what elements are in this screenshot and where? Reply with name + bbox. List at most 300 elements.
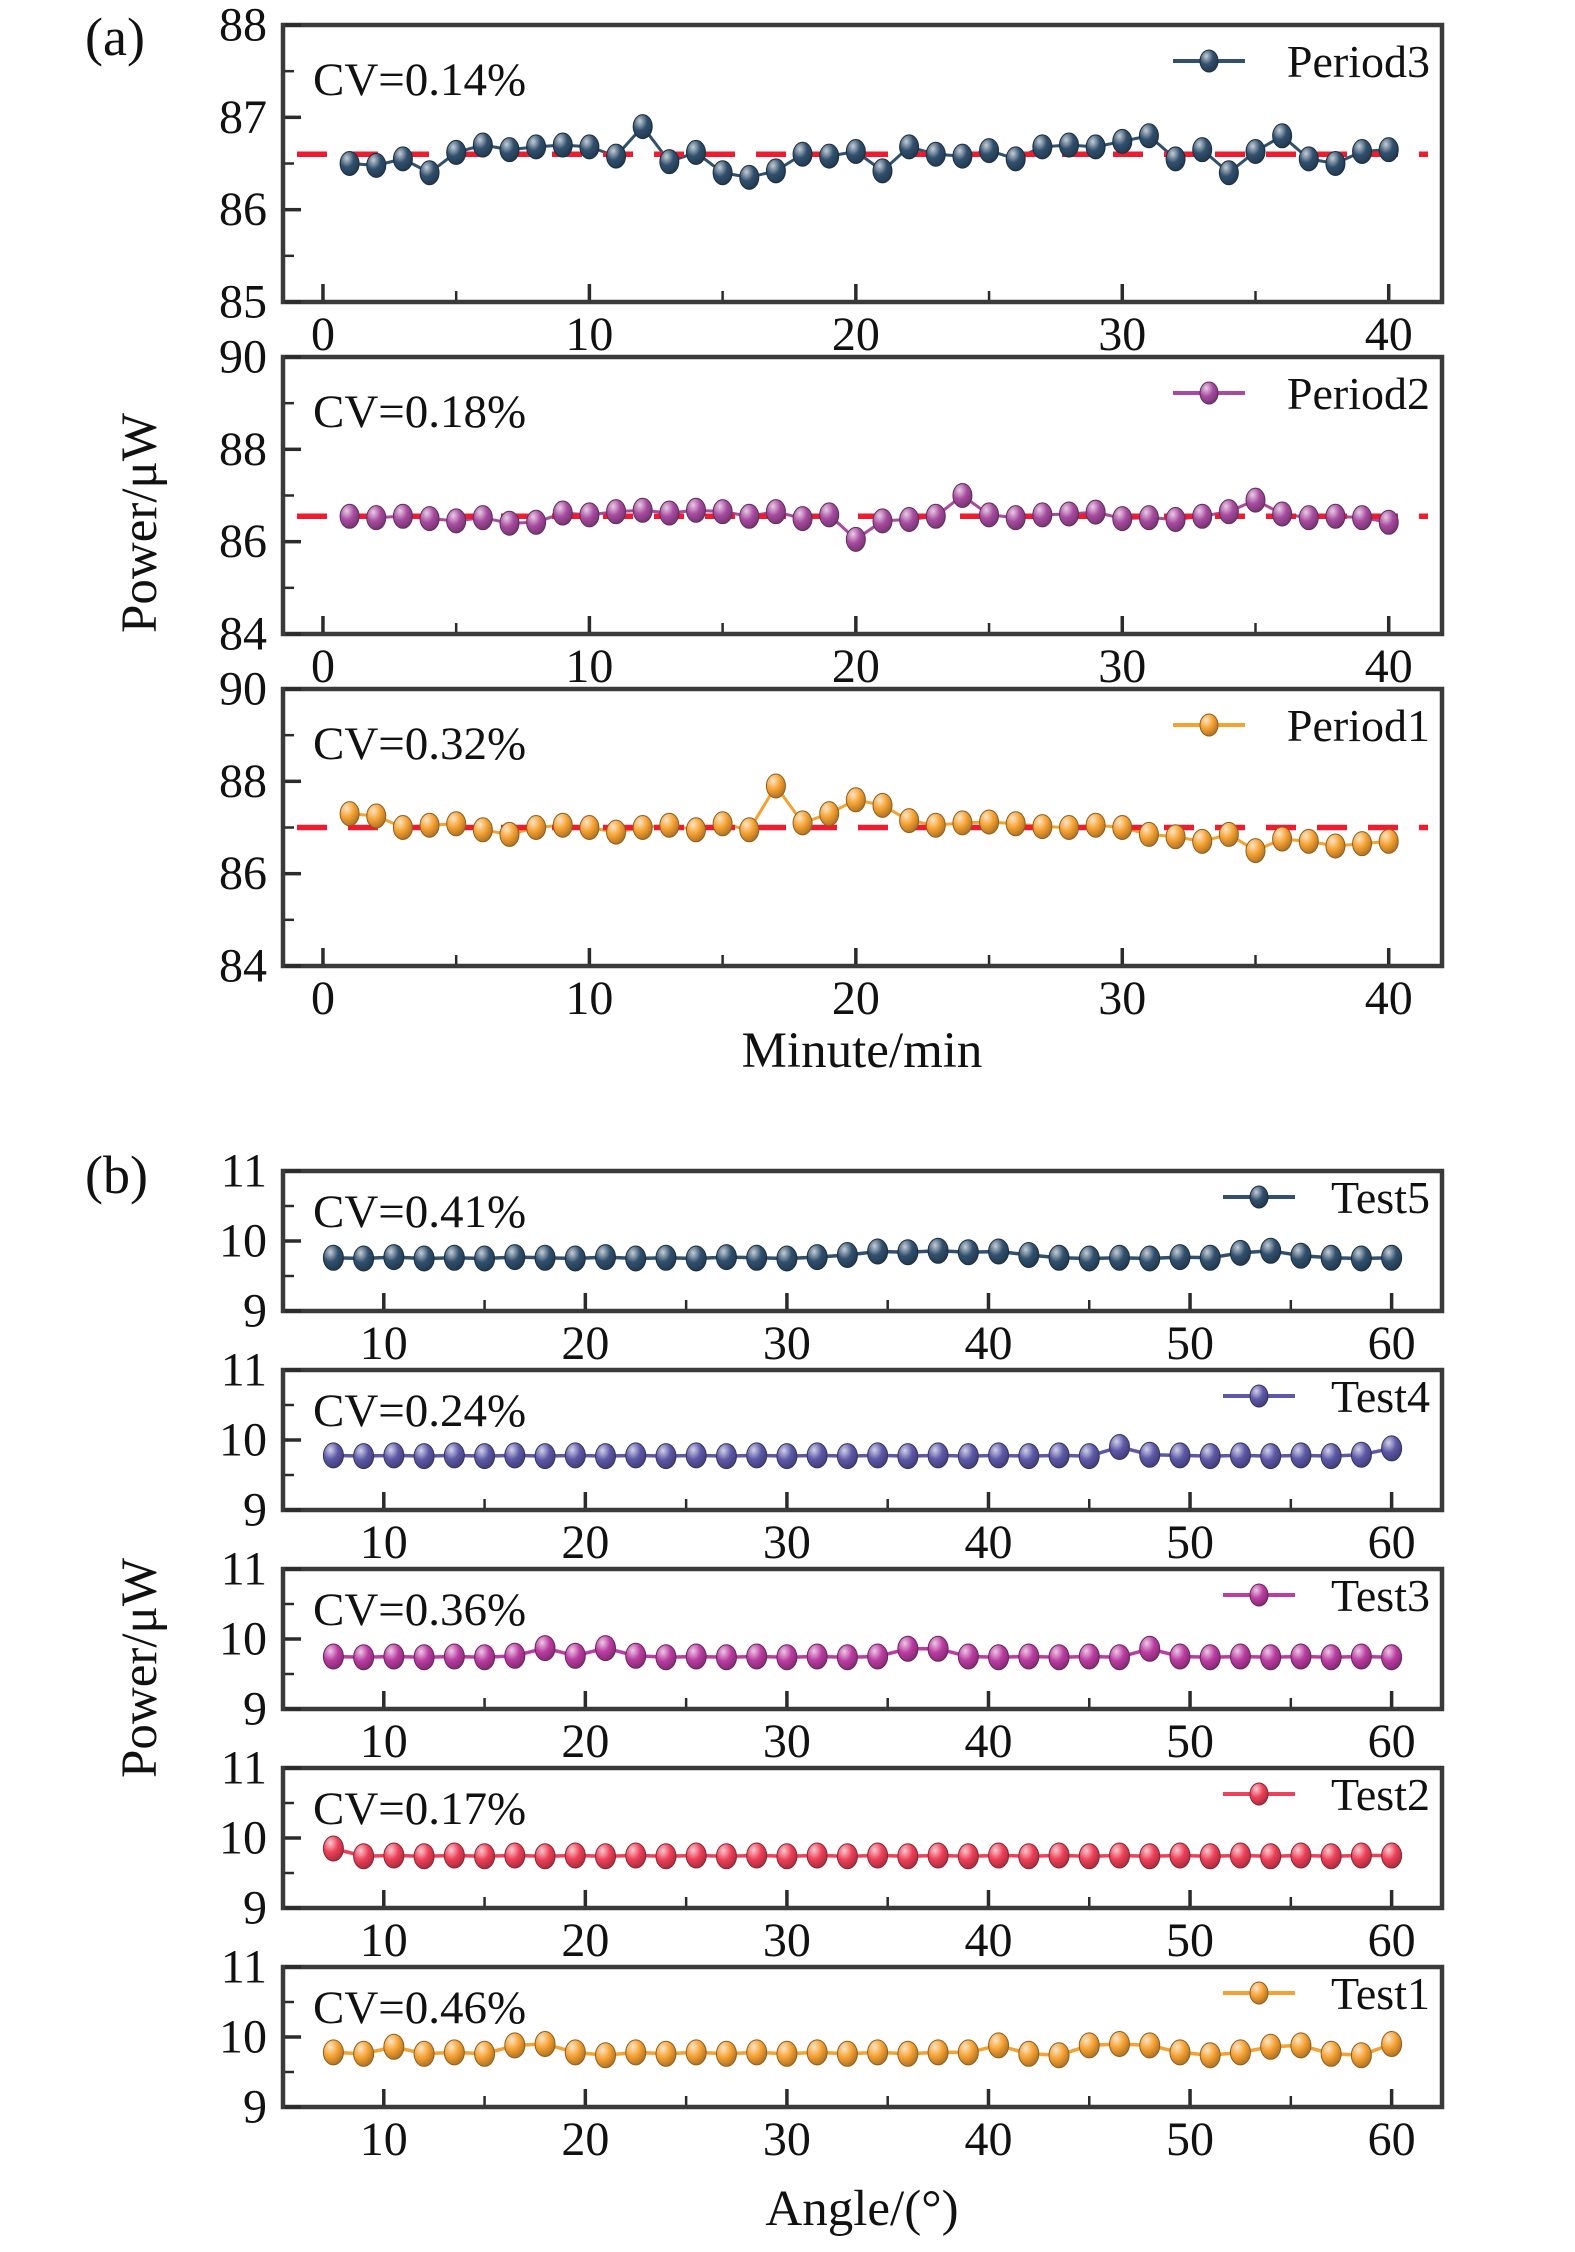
- data-point-marker: [505, 1843, 525, 1868]
- data-point-marker: [1261, 1645, 1281, 1670]
- data-point-marker: [1246, 839, 1265, 863]
- data-point-marker: [1200, 2043, 1220, 2068]
- data-point-marker: [747, 1843, 767, 1868]
- data-point-marker: [565, 2040, 585, 2065]
- x-tick-label: 60: [1367, 1516, 1416, 1569]
- data-point-marker: [1353, 832, 1372, 856]
- data-point-marker: [447, 509, 466, 533]
- data-point-marker: [414, 2041, 434, 2066]
- data-point-marker: [354, 1844, 374, 1869]
- data-point-marker: [1291, 1644, 1311, 1669]
- x-tick-label: 30: [1098, 640, 1147, 693]
- x-tick-label: 10: [359, 1715, 408, 1768]
- data-point-marker: [565, 1643, 585, 1668]
- x-tick-label: 20: [561, 1317, 610, 1370]
- data-point-marker: [807, 1443, 827, 1468]
- data-point-marker: [868, 1239, 888, 1264]
- legend-marker: [1250, 1584, 1268, 1606]
- legend-marker: [1200, 382, 1218, 404]
- x-tick-label: 60: [1367, 1715, 1416, 1768]
- data-point-marker: [777, 1844, 797, 1869]
- x-tick-label: 30: [1098, 308, 1147, 361]
- data-point-marker: [1170, 1245, 1190, 1270]
- data-point-marker: [1273, 827, 1292, 851]
- data-point-marker: [766, 774, 785, 798]
- data-point-marker: [1326, 834, 1345, 858]
- data-point-marker: [1379, 510, 1398, 534]
- data-point-marker: [1382, 1436, 1402, 1461]
- data-point-marker: [1109, 1245, 1129, 1270]
- legend: [1173, 36, 1430, 87]
- data-point-marker: [596, 2043, 616, 2068]
- y-tick-label: 9: [243, 2080, 267, 2134]
- legend: [1173, 368, 1430, 419]
- data-point-marker: [989, 1443, 1009, 1468]
- y-tick-labels: [219, 0, 267, 329]
- x-tick-label: 20: [831, 972, 880, 1025]
- data-point-marker: [686, 140, 705, 164]
- data-point-marker: [837, 1243, 857, 1268]
- data-point-marker: [444, 1245, 464, 1270]
- x-tick-labels: [311, 972, 1413, 1025]
- data-point-marker: [716, 2041, 736, 2066]
- data-point-marker: [1079, 1844, 1099, 1869]
- legend-label: Test4: [1331, 1371, 1430, 1422]
- data-point-marker: [837, 1444, 857, 1469]
- data-point-marker: [1291, 1243, 1311, 1268]
- data-point-marker: [900, 809, 919, 833]
- x-tick-label: 10: [565, 640, 614, 693]
- data-point-marker: [505, 1443, 525, 1468]
- y-tick-labels: [219, 1344, 267, 1537]
- data-point-marker: [607, 144, 626, 168]
- y-tick-label: 87: [219, 90, 267, 144]
- data-point-marker: [1291, 1443, 1311, 1468]
- x-tick-label: 10: [359, 1317, 408, 1370]
- data-point-marker: [1291, 2033, 1311, 2058]
- data-point-marker: [580, 135, 599, 159]
- data-point-marker: [475, 1246, 495, 1271]
- legend-marker: [1250, 1186, 1268, 1208]
- data-point-marker: [1113, 816, 1132, 840]
- x-tick-label: 20: [831, 308, 880, 361]
- data-point-marker: [527, 816, 546, 840]
- x-tick-label: 10: [565, 308, 614, 361]
- data-point-marker: [1109, 1843, 1129, 1868]
- y-tick-label: 86: [219, 515, 267, 569]
- data-point-marker: [926, 504, 945, 528]
- data-point-marker: [807, 1644, 827, 1669]
- data-point-marker: [1019, 2041, 1039, 2066]
- data-point-marker: [527, 135, 546, 159]
- cv-annotation: CV=0.36%: [313, 1584, 527, 1636]
- data-point-marker: [1139, 506, 1158, 530]
- data-point-marker: [1382, 1645, 1402, 1670]
- legend-marker: [1250, 1783, 1268, 1805]
- data-point-marker: [473, 818, 492, 842]
- data-point-marker: [928, 1238, 948, 1263]
- data-point-marker: [1299, 147, 1318, 171]
- x-tick-label: 10: [359, 2113, 408, 2166]
- x-tick-label: 60: [1367, 1317, 1416, 1370]
- data-point-marker: [1006, 147, 1025, 171]
- data-point-marker: [384, 1245, 404, 1270]
- data-point-marker: [1321, 1245, 1341, 1270]
- data-point-marker: [323, 1443, 343, 1468]
- data-point-marker: [1140, 1636, 1160, 1661]
- data-point-marker: [1109, 1645, 1129, 1670]
- legend-label: Period2: [1286, 368, 1430, 419]
- data-point-marker: [1170, 2040, 1190, 2065]
- data-point-marker: [958, 1444, 978, 1469]
- x-tick-label: 20: [561, 2113, 610, 2166]
- data-point-marker: [393, 816, 412, 840]
- data-point-marker: [1230, 1644, 1250, 1669]
- data-point-marker: [340, 504, 359, 528]
- y-tick-label: 11: [220, 1343, 267, 1397]
- data-point-marker: [900, 508, 919, 532]
- data-point-marker: [1273, 502, 1292, 526]
- x-tick-label: 40: [1364, 308, 1413, 361]
- data-point-marker: [1353, 506, 1372, 530]
- series-markers: [323, 1435, 1401, 1469]
- series-markers: [323, 1836, 1401, 1869]
- data-point-marker: [1230, 1843, 1250, 1868]
- data-point-marker: [1049, 2043, 1069, 2068]
- data-point-marker: [1351, 1644, 1371, 1669]
- legend-label: Test5: [1331, 1172, 1430, 1223]
- y-tick-label: 90: [219, 330, 267, 384]
- data-point-marker: [384, 1843, 404, 1868]
- data-point-marker: [384, 1644, 404, 1669]
- data-point-marker: [1086, 500, 1105, 524]
- panel-a-y-axis-title: Power/μW: [112, 413, 168, 633]
- data-point-marker: [633, 115, 652, 139]
- data-point-marker: [1379, 829, 1398, 853]
- data-point-marker: [1299, 506, 1318, 530]
- data-point-marker: [1273, 124, 1292, 148]
- series-markers: [323, 1636, 1401, 1670]
- y-tick-label: 11: [220, 1144, 267, 1198]
- data-point-marker: [820, 802, 839, 826]
- data-point-marker: [475, 1645, 495, 1670]
- data-point-marker: [447, 812, 466, 836]
- legend-marker: [1250, 1982, 1268, 2004]
- legend: [1223, 1968, 1430, 2019]
- data-point-marker: [898, 1636, 918, 1661]
- data-point-marker: [367, 506, 386, 530]
- x-tick-label: 50: [1166, 1516, 1215, 1569]
- legend-label: Period1: [1286, 700, 1430, 751]
- panel-b-x-axis-title: Angle/(°): [765, 2181, 959, 2237]
- data-point-marker: [580, 503, 599, 527]
- data-point-marker: [898, 1240, 918, 1265]
- data-point-marker: [535, 1844, 555, 1869]
- data-point-marker: [1019, 1844, 1039, 1869]
- x-tick-label: 60: [1367, 2113, 1416, 2166]
- legend-marker: [1250, 1385, 1268, 1407]
- data-point-marker: [1170, 1644, 1190, 1669]
- x-tick-label: 20: [561, 1914, 610, 1967]
- data-point-marker: [793, 507, 812, 531]
- x-tick-label: 40: [964, 1715, 1013, 1768]
- y-tick-label: 86: [219, 183, 267, 237]
- data-point-marker: [535, 1245, 555, 1270]
- data-point-marker: [898, 1444, 918, 1469]
- data-point-marker: [1113, 507, 1132, 531]
- data-point-marker: [686, 1246, 706, 1271]
- data-point-marker: [1230, 1240, 1250, 1265]
- data-point-marker: [414, 1844, 434, 1869]
- y-tick-labels: [219, 331, 267, 661]
- data-point-marker: [414, 1444, 434, 1469]
- y-tick-labels: [219, 663, 267, 993]
- data-point-marker: [716, 1444, 736, 1469]
- data-point-marker: [713, 500, 732, 524]
- data-point-marker: [820, 503, 839, 527]
- data-point-marker: [660, 501, 679, 525]
- y-tick-label: 11: [220, 1542, 267, 1596]
- data-point-marker: [1326, 504, 1345, 528]
- x-tick-label: 40: [964, 1914, 1013, 1967]
- x-tick-label: 20: [561, 1715, 610, 1768]
- data-point-marker: [1059, 816, 1078, 840]
- data-point-marker: [868, 2040, 888, 2065]
- data-point-marker: [928, 1636, 948, 1661]
- data-point-marker: [740, 504, 759, 528]
- data-point-marker: [1109, 1435, 1129, 1460]
- data-point-marker: [1049, 1245, 1069, 1270]
- data-point-marker: [928, 2040, 948, 2065]
- data-point-marker: [1006, 812, 1025, 836]
- data-point-marker: [716, 1844, 736, 1869]
- data-point-marker: [447, 140, 466, 164]
- panel-a-x-axis-title: Minute/min: [741, 1023, 983, 1079]
- cv-annotation: CV=0.18%: [313, 386, 527, 438]
- data-point-marker: [898, 1844, 918, 1869]
- data-point-marker: [444, 1843, 464, 1868]
- legend-marker: [1200, 714, 1218, 736]
- data-point-marker: [535, 1444, 555, 1469]
- data-point-marker: [873, 793, 892, 817]
- data-point-marker: [1261, 1444, 1281, 1469]
- y-tick-label: 10: [219, 1612, 267, 1666]
- data-point-marker: [500, 138, 519, 162]
- y-tick-label: 9: [243, 1881, 267, 1935]
- data-point-marker: [1219, 500, 1238, 524]
- data-point-marker: [505, 1643, 525, 1668]
- data-point-marker: [777, 2041, 797, 2066]
- y-tick-label: 9: [243, 1284, 267, 1338]
- data-point-marker: [1200, 1444, 1220, 1469]
- legend: [1223, 1371, 1430, 1422]
- legend-label: Test1: [1331, 1968, 1430, 2019]
- data-point-marker: [535, 1636, 555, 1661]
- data-point-marker: [1230, 2040, 1250, 2065]
- x-tick-label: 30: [762, 1317, 811, 1370]
- data-point-marker: [1139, 124, 1158, 148]
- data-point-marker: [1261, 1844, 1281, 1869]
- data-point-marker: [766, 159, 785, 183]
- data-point-marker: [1166, 508, 1185, 532]
- x-tick-label: 30: [762, 1914, 811, 1967]
- data-point-marker: [1230, 1443, 1250, 1468]
- data-point-marker: [1382, 1843, 1402, 1868]
- data-point-marker: [1351, 1246, 1371, 1271]
- x-tick-label: 50: [1166, 2113, 1215, 2166]
- x-tick-label: 40: [964, 1317, 1013, 1370]
- data-point-marker: [980, 810, 999, 834]
- data-point-marker: [1086, 135, 1105, 159]
- data-point-marker: [626, 2040, 646, 2065]
- data-point-marker: [1321, 1444, 1341, 1469]
- data-point-marker: [656, 1645, 676, 1670]
- subplot-test1: [150, 1922, 1575, 2182]
- data-point-marker: [846, 788, 865, 812]
- x-tick-label: 50: [1166, 1914, 1215, 1967]
- data-point-marker: [1166, 825, 1185, 849]
- data-point-marker: [807, 1245, 827, 1270]
- data-point-marker: [1200, 1645, 1220, 1670]
- data-point-marker: [898, 2041, 918, 2066]
- data-point-marker: [793, 811, 812, 835]
- data-point-marker: [980, 503, 999, 527]
- data-point-marker: [1140, 1844, 1160, 1869]
- data-point-marker: [928, 1843, 948, 1868]
- y-tick-label: 10: [219, 1811, 267, 1865]
- data-point-marker: [1321, 1844, 1341, 1869]
- legend-label: Test2: [1331, 1769, 1430, 1820]
- y-tick-label: 11: [220, 1940, 267, 1994]
- data-point-marker: [686, 498, 705, 522]
- data-point-marker: [1219, 822, 1238, 846]
- data-point-marker: [1382, 2032, 1402, 2057]
- data-point-marker: [1079, 2033, 1099, 2058]
- data-point-marker: [1019, 1644, 1039, 1669]
- data-point-marker: [656, 1844, 676, 1869]
- data-point-marker: [1049, 1843, 1069, 1868]
- data-point-marker: [1049, 1645, 1069, 1670]
- data-point-marker: [740, 165, 759, 189]
- y-tick-labels: [219, 1742, 267, 1935]
- y-tick-labels: [219, 1941, 267, 2134]
- data-point-marker: [747, 1644, 767, 1669]
- data-point-marker: [747, 2040, 767, 2065]
- data-point-marker: [323, 2040, 343, 2065]
- legend-label: Test3: [1331, 1570, 1430, 1621]
- data-point-marker: [323, 1245, 343, 1270]
- data-point-marker: [958, 2040, 978, 2065]
- x-tick-label: 10: [359, 1914, 408, 1967]
- cv-annotation: CV=0.41%: [313, 1186, 527, 1238]
- data-point-marker: [633, 498, 652, 522]
- x-tick-label: 50: [1166, 1715, 1215, 1768]
- data-point-marker: [475, 1844, 495, 1869]
- y-tick-labels: [219, 1543, 267, 1736]
- data-point-marker: [958, 1844, 978, 1869]
- y-tick-labels: [219, 1145, 267, 1338]
- data-point-marker: [444, 2040, 464, 2065]
- data-point-marker: [1193, 829, 1212, 853]
- data-point-marker: [1140, 1246, 1160, 1271]
- data-point-marker: [596, 1636, 616, 1661]
- series-markers: [340, 774, 1398, 863]
- x-tick-label: 20: [831, 640, 880, 693]
- data-point-marker: [553, 501, 572, 525]
- series-markers: [323, 2032, 1401, 2068]
- data-point-marker: [846, 527, 865, 551]
- data-point-marker: [1382, 1245, 1402, 1270]
- data-point-marker: [1033, 135, 1052, 159]
- y-tick-label: 9: [243, 1682, 267, 1736]
- data-point-marker: [1113, 129, 1132, 153]
- data-point-marker: [596, 1444, 616, 1469]
- data-point-marker: [420, 813, 439, 837]
- data-point-marker: [660, 150, 679, 174]
- data-point-marker: [535, 2032, 555, 2057]
- data-point-marker: [1170, 1843, 1190, 1868]
- data-point-marker: [565, 1843, 585, 1868]
- data-point-marker: [633, 816, 652, 840]
- data-point-marker: [1351, 2043, 1371, 2068]
- x-tick-label: 30: [762, 1715, 811, 1768]
- y-tick-label: 9: [243, 1483, 267, 1537]
- x-tick-label: 0: [310, 640, 335, 693]
- data-point-marker: [626, 1643, 646, 1668]
- data-point-marker: [444, 1443, 464, 1468]
- y-tick-label: 88: [219, 754, 267, 808]
- data-point-marker: [1059, 133, 1078, 157]
- data-point-marker: [686, 818, 705, 842]
- x-tick-label: 40: [1364, 640, 1413, 693]
- data-point-marker: [900, 135, 919, 159]
- data-point-marker: [747, 1245, 767, 1270]
- x-tick-label: 0: [310, 308, 335, 361]
- data-point-marker: [846, 139, 865, 163]
- data-point-marker: [1006, 506, 1025, 530]
- data-point-marker: [1086, 813, 1105, 837]
- data-point-marker: [626, 1246, 646, 1271]
- data-point-marker: [596, 1245, 616, 1270]
- panel-a-label: (a): [85, 7, 145, 67]
- data-point-marker: [837, 2041, 857, 2066]
- data-point-marker: [926, 142, 945, 166]
- y-tick-label: 10: [219, 2010, 267, 2064]
- data-point-marker: [1261, 2034, 1281, 2059]
- data-point-marker: [553, 133, 572, 157]
- data-point-marker: [527, 510, 546, 534]
- x-tick-label: 60: [1367, 1914, 1416, 1967]
- panel-b-label: (b): [85, 1145, 148, 1205]
- data-point-marker: [820, 144, 839, 168]
- data-point-marker: [384, 1443, 404, 1468]
- data-point-marker: [1033, 503, 1052, 527]
- legend-label: Period3: [1286, 36, 1430, 87]
- x-tick-label: 50: [1166, 1317, 1215, 1370]
- panel-b-y-axis-title: Power/μW: [112, 1558, 168, 1778]
- data-point-marker: [1193, 138, 1212, 162]
- y-tick-label: 86: [219, 847, 267, 901]
- data-point-marker: [980, 139, 999, 163]
- data-point-marker: [989, 1843, 1009, 1868]
- data-point-marker: [1140, 1442, 1160, 1467]
- data-point-marker: [656, 2041, 676, 2066]
- data-point-marker: [807, 2040, 827, 2065]
- data-point-marker: [686, 1443, 706, 1468]
- data-point-marker: [475, 2041, 495, 2066]
- subplot-period1: [150, 644, 1575, 1041]
- data-point-marker: [414, 1246, 434, 1271]
